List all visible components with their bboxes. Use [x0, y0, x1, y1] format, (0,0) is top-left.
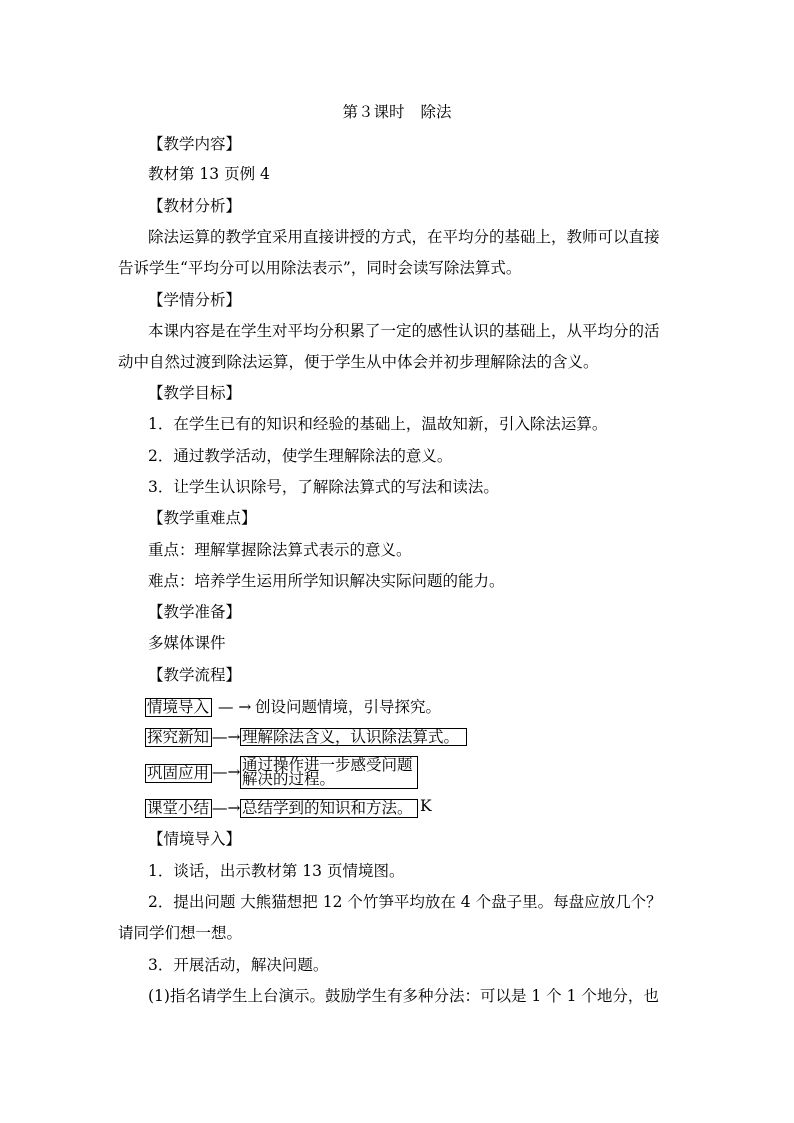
content-text: 教材第 13 页例 4 — [148, 165, 270, 183]
learner-paragraph-line-2: 动中自然过渡到除法运算，便于学生从中体会并初步理解除法的含义。 — [118, 353, 599, 371]
learner-heading: 【学情分析】 — [148, 291, 242, 309]
analysis-paragraph-line-2: 告诉学生“平均分可以用除法表示”，同时会读写除法算式。 — [118, 259, 522, 277]
key-heading: 【教学重难点】 — [148, 509, 257, 527]
lesson-period: 第３课时 — [342, 103, 405, 121]
flow-step-text-box — [240, 756, 418, 789]
flow-stray-mark: K — [420, 797, 432, 815]
prep-text: 多媒体课件 — [148, 634, 226, 652]
flow-step-text-line-1: 通过操作进一步感受问题 — [242, 756, 413, 774]
learner-paragraph-line-1: 本课内容是在学生对平均分积累了一定的感性认识的基础上，从平均分的活 — [148, 322, 660, 340]
intro-item: (1)指名请学生上台演示。鼓励学生有多种分法：可以是 1 个 1 个地分，也 — [148, 987, 659, 1005]
difficult-point: 难点：培养学生运用所学知识解决实际问题的能力。 — [148, 572, 505, 590]
flow-step-text-line-2: 解决的过程。 — [242, 770, 336, 788]
prep-heading: 【教学准备】 — [148, 603, 242, 621]
flow-step-label: 巩固应用 — [145, 764, 212, 783]
intro-item: 3．开展活动，解决问题。 — [148, 956, 329, 974]
flow-step-label: 情境导入 — [145, 698, 212, 717]
flow-arrow: —→ — [212, 728, 241, 746]
goals-heading: 【教学目标】 — [148, 384, 242, 402]
flow-step-text: 创设问题情境，引导探究。 — [255, 698, 442, 716]
lesson-title — [0, 102, 794, 122]
intro-item: 1．谈话，出示教材第 13 页情境图。 — [148, 862, 405, 880]
goal-item: 1．在学生已有的知识和经验的基础上，温故知新，引入除法运算。 — [148, 415, 608, 433]
key-point: 重点：理解掌握除法算式表示的意义。 — [148, 541, 412, 559]
goal-item: 3．让学生认识除号，了解除法算式的写法和读法。 — [148, 478, 499, 496]
intro-item: 2．提出问题 大熊猫想把 12 个竹笋平均放在 4 个盘子里。每盘应放几个？ — [148, 893, 662, 911]
flow-step-text-box: 总结学到的知识和方法。 — [240, 799, 418, 818]
flow-arrow: —→ — [212, 799, 241, 817]
lesson-topic: 除法 — [420, 103, 452, 121]
intro-heading: 【情境导入】 — [148, 830, 242, 848]
goal-item: 2．通过教学活动，使学生理解除法的意义。 — [148, 447, 453, 465]
analysis-paragraph-line-1: 除法运算的教学宜采用直接讲授的方式，在平均分的基础上，教师可以直接 — [148, 228, 660, 246]
content-heading: 【教学内容】 — [148, 135, 242, 153]
flow-arrow: — → — [218, 698, 252, 716]
flow-arrow: —→ — [212, 763, 241, 781]
analysis-heading: 【教材分析】 — [148, 197, 242, 215]
flow-step-label: 课堂小结 — [145, 799, 212, 818]
intro-item: 请同学们想一想。 — [118, 924, 243, 942]
flow-step-text-box: 理解除法含义，认识除法算式。 — [240, 728, 467, 746]
process-heading: 【教学流程】 — [148, 666, 242, 684]
flow-step-label: 探究新知 — [145, 728, 212, 747]
